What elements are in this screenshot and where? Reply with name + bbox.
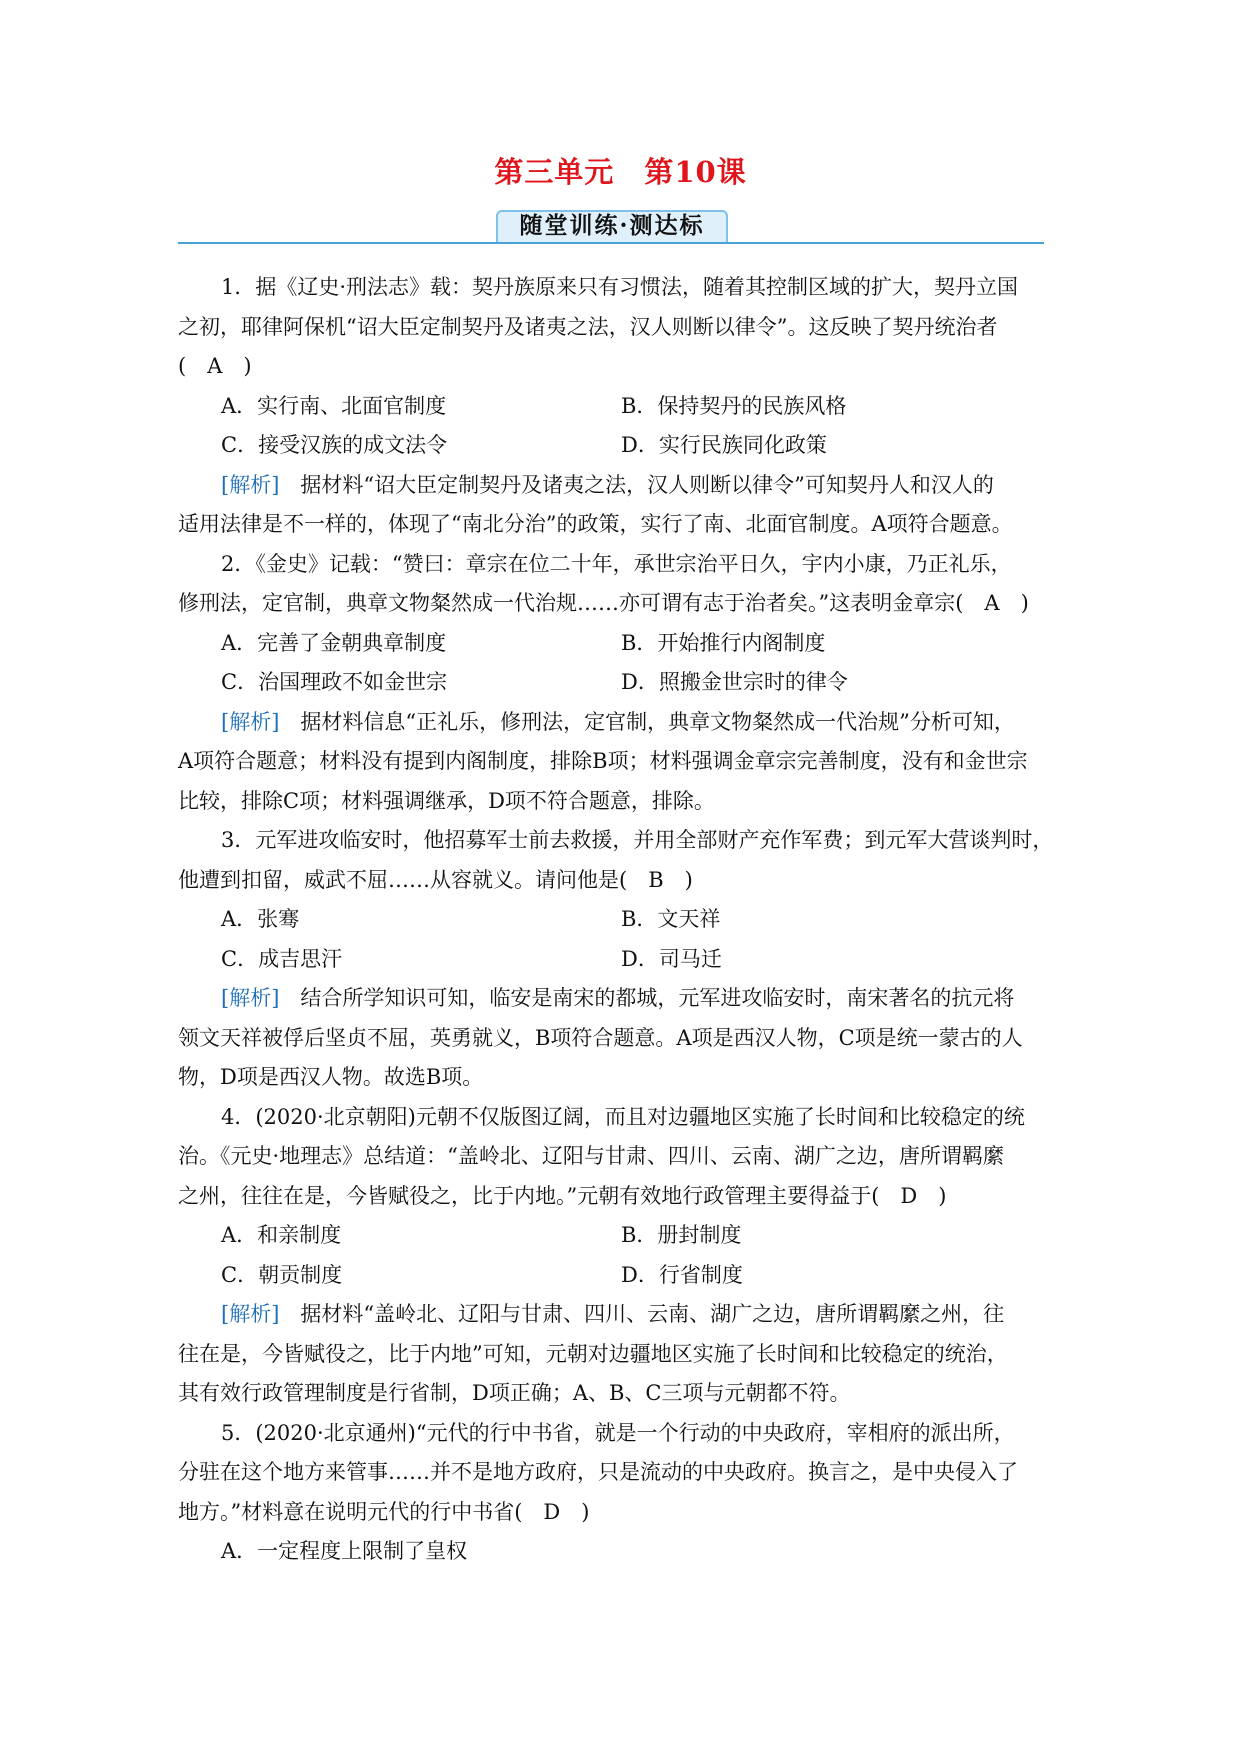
option-c: C．接受汉族的成文法令 <box>221 433 448 457</box>
question-2-explanation <box>178 703 1054 743</box>
explanation-text: 据材料信息“正礼乐，修刑法，定官制，典章文物粲然成一代治规”分析可知， <box>279 709 1015 734</box>
option-a: A．完善了金朝典章制度 <box>221 630 447 655</box>
page-title: 第三单元 第10课 <box>494 155 747 189</box>
question-4-line: 之州，往往在是，今皆赋役之，比于内地。”元朝有效地行政管理主要得益于( D ) <box>178 1183 947 1208</box>
explanation-tag: [解析] <box>221 986 280 1010</box>
option-b: B．开始推行内阁制度 <box>621 630 826 655</box>
section-banner <box>178 206 1044 246</box>
question-4-explanation <box>178 1295 1054 1335</box>
explanation-tag: [解析] <box>221 472 280 497</box>
option-d: D．行省制度 <box>621 1262 743 1287</box>
question-5-options <box>178 1532 1054 1572</box>
question-5-line: 5．(2020·北京通州)“元代的行中书省，就是一个行动的中央政府，宰相府的派出所， <box>221 1420 1015 1445</box>
question-2-explanation: 比较，排除C项；材料强调继承，D项不符合题意，排除。 <box>178 788 715 813</box>
option-a: A．实行南、北面官制度 <box>221 393 447 418</box>
option-a: A．一定程度上限制了皇权 <box>221 1539 468 1563</box>
question-2-options <box>178 624 1054 664</box>
option-d: D．司马迁 <box>621 946 722 971</box>
option-b: B．文天祥 <box>621 907 721 931</box>
question-3-explanation <box>178 979 1054 1019</box>
question-2-explanation: A项符合题意；材料没有提到内阁制度，排除B项；材料强调金章宗完善制度，没有和金世宗 <box>178 749 1028 773</box>
question-3-line: 他遭到扣留，威武不屈……从容就义。请问他是( B ) <box>178 867 693 892</box>
question-list <box>178 268 1054 1572</box>
explanation-text: 结合所学知识可知，临安是南宋的都城，元军进攻临安时，南宋著名的抗元将 <box>279 986 1015 1010</box>
question-3-options <box>178 940 1054 980</box>
question-1-line: 1．据《辽史·刑法志》载：契丹族原来只有习惯法，随着其控制区域的扩大，契丹立国 <box>221 275 1019 299</box>
option-c: C．成吉思汗 <box>221 946 343 971</box>
option-b: B．保持契丹的民族风格 <box>621 393 847 418</box>
banner-label: 随堂训练·测达标 <box>496 210 728 242</box>
question-1-answer: ( A ) <box>178 354 252 378</box>
question-4-explanation: 其有效行政管理制度是行省制，D项正确；A、B、C三项与元朝都不符。 <box>178 1381 851 1405</box>
question-1-explanation: 适用法律是不一样的，体现了“南北分治”的政策，实行了南、北面官制度。A项符合题意。 <box>178 512 1013 536</box>
question-2-options <box>178 663 1054 703</box>
option-d: D．实行民族同化政策 <box>621 433 827 457</box>
question-3-explanation: 物，D项是西汉人物。故选B项。 <box>178 1065 484 1089</box>
explanation-tag: [解析] <box>221 709 280 734</box>
option-c: C．朝贡制度 <box>221 1262 343 1287</box>
question-4-options <box>178 1216 1054 1256</box>
question-1-options <box>178 387 1054 427</box>
option-a: A．张骞 <box>221 907 300 931</box>
question-5-line: 分驻在这个地方来管事……并不是地方政府，只是流动的中央政府。换言之，是中央侵入了 <box>178 1460 1018 1484</box>
option-a: A．和亲制度 <box>221 1223 342 1247</box>
explanation-tag: [解析] <box>221 1302 280 1326</box>
question-4-line: 4．(2020·北京朝阳)元朝不仅版图辽阔，而且对边疆地区实施了长时间和比较稳定的统 <box>221 1104 1025 1129</box>
banner-divider <box>178 242 1044 244</box>
question-1-line: 之初，耶律阿保机“诏大臣定制契丹及诸夷之法，汉人则断以律令”。这反映了契丹统治者 <box>178 314 998 339</box>
question-1-explanation <box>178 466 1054 506</box>
question-3-explanation: 领文天祥被俘后坚贞不屈，英勇就义，B项符合题意。A项是西汉人物，C项是统一蒙古的人 <box>178 1025 1023 1050</box>
option-d: D．照搬金世宗时的律令 <box>621 670 848 694</box>
question-5-line: 地方。”材料意在说明元代的行中书省( D ) <box>178 1499 590 1524</box>
question-4-explanation: 往在是，今皆赋役之，比于内地”可知，元朝对边疆地区实施了长时间和比较稳定的统治， <box>178 1341 1008 1366</box>
question-2-line: 2．《金史》记载：“赞曰：章宗在位二十年，承世宗治平日久，宇内小康，乃正礼乐， <box>221 551 1012 576</box>
question-4-line: 治。《元史·地理志》总结道：“盖岭北、辽阳与甘肃、四川、云南、湖广之边，唐所谓羁縻 <box>178 1144 1004 1168</box>
explanation-text: 据材料“盖岭北、辽阳与甘肃、四川、云南、湖广之边，唐所谓羁縻之州，往 <box>279 1302 1005 1326</box>
question-2-line: 修刑法，定官制，典章文物粲然成一代治规……亦可谓有志于治者矣。”这表明金章宗( A ) <box>178 591 1029 615</box>
question-1-options <box>178 426 1054 466</box>
question-4-options <box>178 1256 1054 1296</box>
option-c: C．治国理政不如金世宗 <box>221 670 448 694</box>
question-3-line: 3．元军进攻临安时，他招募军士前去救援，并用全部财产充作军费；到元军大营谈判时， <box>221 828 1054 852</box>
explanation-text: 据材料“诏大臣定制契丹及诸夷之法，汉人则断以律令”可知契丹人和汉人的 <box>279 472 994 497</box>
question-3-options <box>178 900 1054 940</box>
option-b: B．册封制度 <box>621 1223 742 1247</box>
